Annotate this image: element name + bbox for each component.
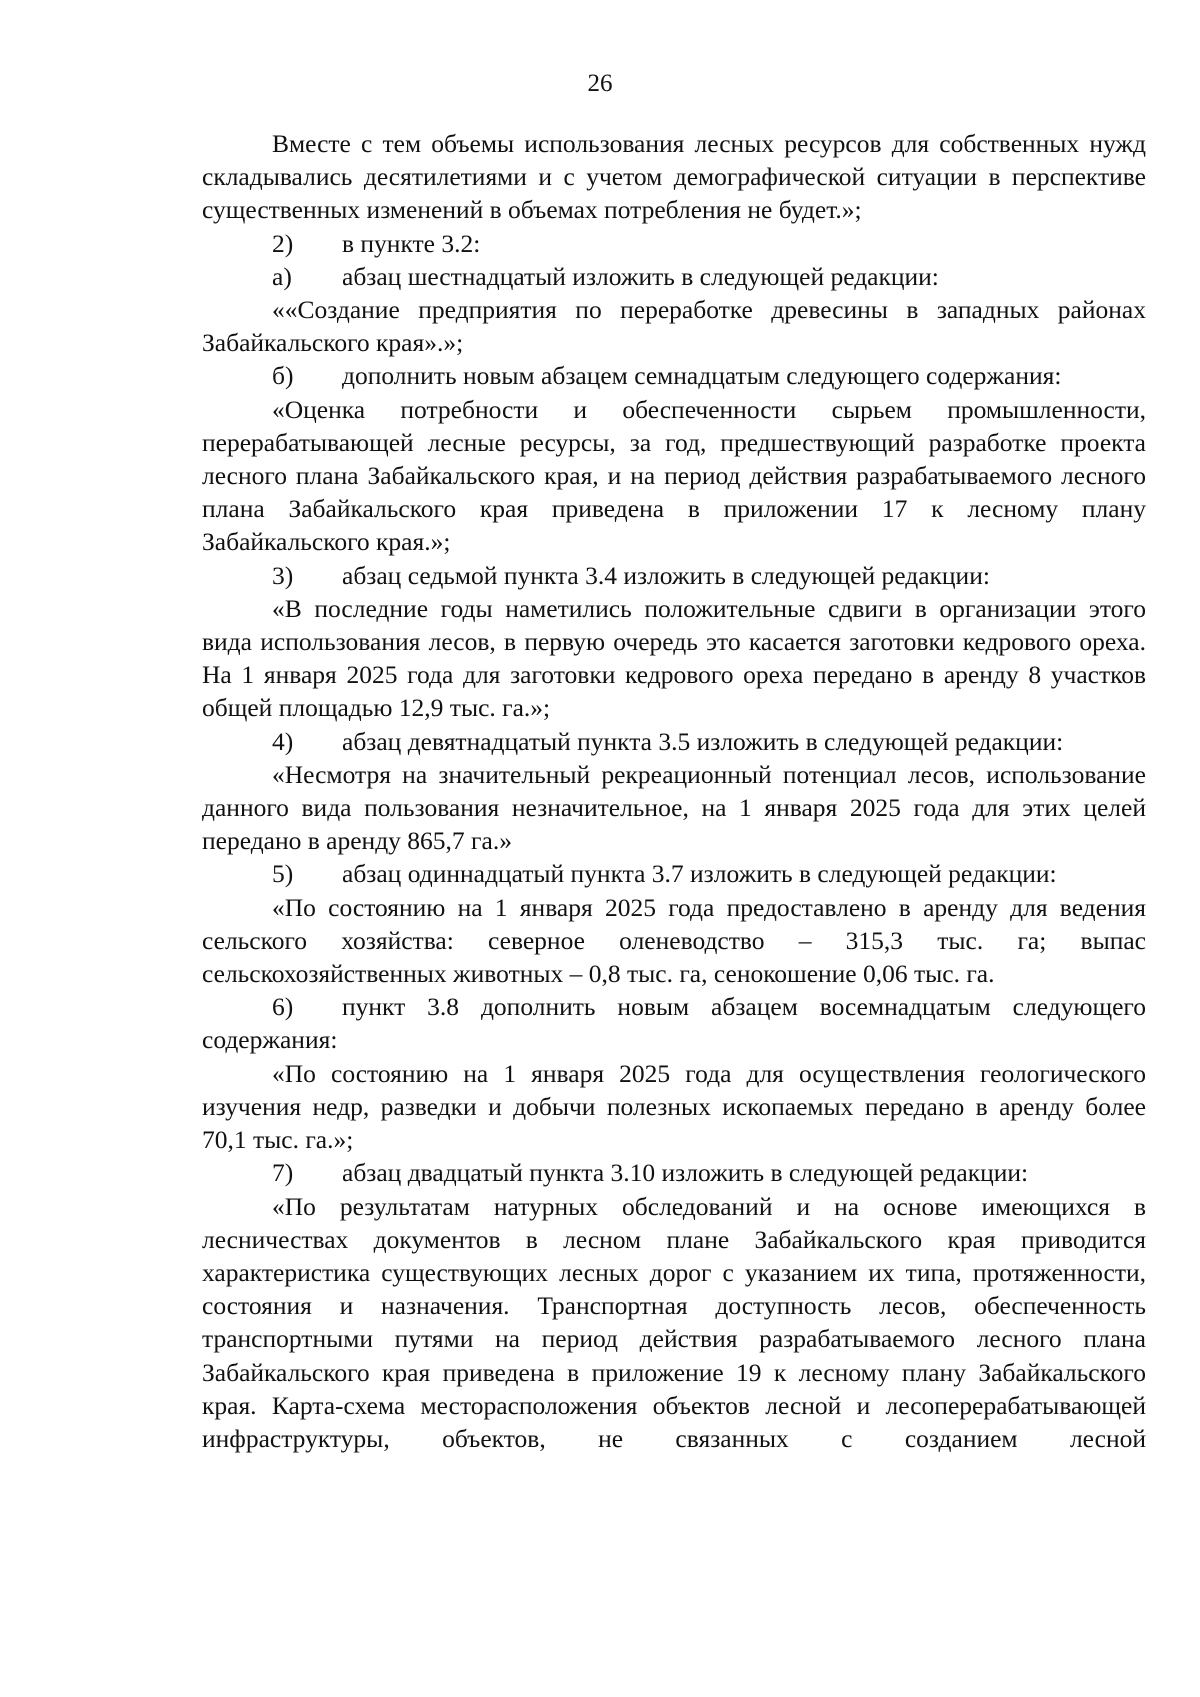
paragraph-forest-resources-own-needs: Вместе с тем объемы использования лесных ресурсов для собственных нужд складывались десятилетиями и с учетом демографической ситуации в перспективе существенных изменений в объемах потребления не будет.»; xyxy=(202,129,1146,225)
list-item-text: абзац седьмой пункта 3.4 изложить в следующей редакции: xyxy=(342,560,990,590)
paragraph-recreational-potential: «Несмотря на значительный рекреационный потенциал лесов, использование данного вида пользования незначительное, на 1 января 2025 года для этих целей передано в аренду 865,7 га.» xyxy=(202,759,1146,856)
list-item-number: 3) xyxy=(272,560,294,590)
list-item-7 xyxy=(202,1156,1146,1189)
list-item-2 xyxy=(202,227,1146,260)
list-item-text: абзац девятнадцатый пункта 3.5 изложить в следующей редакции: xyxy=(342,726,1064,756)
list-item-number: а) xyxy=(272,261,292,291)
page-number: 26 xyxy=(587,70,613,97)
paragraph-forest-roads: «По результатам натурных обследований и на основе имеющихся в лесничествах документов в лесном плане Забайкальского края приводится характеристика существующих лесных дорог с указанием их типа, протяженности, состояния и назначения. Транспортная доступность лесов, обеспеченность транспортными путями на период действия разрабатываемого лесного плана Забайкальского края приведена в приложение 19 к лесному плану Забайкальского края. Карта-схема месторасположения объектов лесной и лесоперерабатывающей инфраструктуры, объектов, не связанных с созданием лесной xyxy=(202,1191,1146,1453)
document-body xyxy=(202,127,1146,1455)
list-item-text: абзац одиннадцатый пункта 3.7 изложить в следующей редакции: xyxy=(342,859,1057,889)
list-item-number: 4) xyxy=(272,726,294,756)
paragraph-cedar-nut-harvesting: «В последние годы наметились положительные сдвиги в организации этого вида использования лесов, в первую очередь это касается заготовки кедрового ореха. На 1 января 2025 года для заготовки кедрового ореха передано в аренду 8 участков общей площадью 12,9 тыс. га.»; xyxy=(202,593,1146,723)
list-item-text: абзац шестнадцатый изложить в следующей редакции: xyxy=(342,261,939,291)
list-item-number: б) xyxy=(272,361,294,391)
list-item-number: 5) xyxy=(272,859,294,889)
list-item-6 xyxy=(202,990,1146,1056)
list-item-text: в пункте 3.2: xyxy=(342,228,481,258)
list-item-text: абзац двадцатый пункта 3.10 изложить в следующей редакции: xyxy=(342,1158,1029,1188)
list-item-5 xyxy=(202,857,1146,890)
list-item-text: дополнить новым абзацем семнадцатым следующего содержания: xyxy=(342,361,1062,391)
list-item-text: пункт 3.8 дополнить новым абзацем восемнадцатым следующего содержания: xyxy=(202,992,1146,1055)
list-item-3 xyxy=(202,559,1146,592)
paragraph-geological-survey: «По состоянию на 1 января 2025 года для осуществления геологического изучения недр, разведки и добычи полезных ископаемых передано в аренду более 70,1 тыс. га.»; xyxy=(202,1058,1146,1155)
paragraph-agriculture-lease: «По состоянию на 1 января 2025 года предоставлено в аренду для ведения сельского хозяйства: северное оленеводство – 315,3 тыс. га; выпас сельскохозяйственных животных – 0,8 тыс. га, сенокошение 0,06 тыс. га. xyxy=(202,892,1146,989)
list-item-number: 2) xyxy=(272,228,294,258)
list-item-a xyxy=(202,260,1146,293)
paragraph-wood-processing-enterprise: ««Создание предприятия по переработке древесины в западных районах Забайкальского края».»; xyxy=(202,295,1146,358)
list-item-4 xyxy=(202,725,1146,758)
paragraph-raw-material-assessment: «Оценка потребности и обеспеченности сырьем промышленности, перерабатывающей лесные ресурсы, за год, предшествующий разработке проекта лесного плана Забайкальского края, и на период действия разрабатываемого лесного плана Забайкальского края приведена в приложении 17 к лесному плану Забайкальского края.»; xyxy=(202,394,1146,557)
list-item-number: 6) xyxy=(272,992,294,1022)
list-item-number: 7) xyxy=(272,1158,294,1188)
list-item-b xyxy=(202,359,1146,392)
